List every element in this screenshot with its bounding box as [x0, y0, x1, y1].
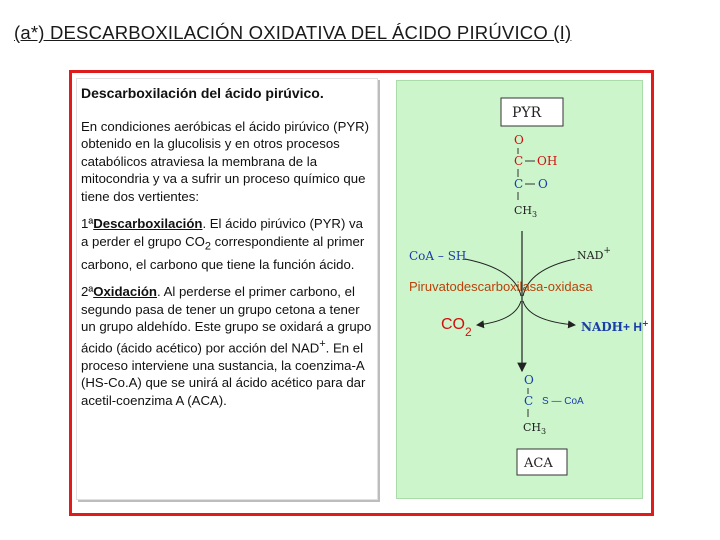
- nadh-arrow: [523, 301, 575, 325]
- pyr-o-top: O: [514, 133, 524, 147]
- aca-o-top: O: [524, 373, 534, 387]
- enzyme-label: Piruvatodescarboxilasa-oxidasa: [409, 279, 593, 294]
- aca-ch3: $CH_3$: [523, 421, 547, 436]
- step2-prefix: 2ª: [81, 284, 94, 300]
- step2-text-a: . Al perderse el primer carbono, el segundo pasa de tener un grupo cetona a tener un grupo aldehído. Este grupo se oxidará a grupo ácido (ácido acético) por acción del NAD: [81, 284, 372, 356]
- step1-subscript: 2: [204, 240, 212, 253]
- aca-scoa: S — CoA: [542, 396, 584, 407]
- pyr-o2: O: [538, 177, 548, 191]
- step1-prefix: 1ª: [81, 216, 94, 231]
- text-panel: [76, 78, 378, 500]
- pyr-ch3: $CH_3$: [514, 204, 538, 219]
- nad-label: NAD+: [577, 246, 611, 262]
- reaction-svg: [397, 81, 649, 498]
- nadh-label: NADH+ H+: [581, 318, 649, 334]
- aca-c1: C: [524, 394, 534, 408]
- reaction-diagram: [396, 80, 649, 499]
- step2-superscript: +: [319, 337, 326, 350]
- step1-text-a: . El ácido pirúvico (PYR) va a perder el grupo CO: [81, 216, 363, 249]
- step1-keyword: Descarboxilación: [93, 216, 203, 231]
- co2-arrow: [477, 301, 521, 325]
- step1-paragraph: [81, 215, 373, 273]
- step2-keyword: Oxidación: [93, 284, 157, 300]
- aca-label: ACA: [524, 456, 553, 471]
- pyr-label: PYR: [512, 105, 542, 121]
- coash-label: CoA – SH: [409, 249, 467, 263]
- panel-heading: Descarboxilación del ácido pirúvico.: [81, 85, 324, 101]
- pyr-oh: OH: [537, 154, 558, 168]
- intro-paragraph: En condiciones aeróbicas el ácido pirúvico (PYR) obtenido en la glucolisis y en otros procesos catabólicos atraviesa la membrana de la mitocondria y va a sufrir un proceso químico que tiene dos vertientes:: [81, 118, 370, 204]
- step2-paragraph: [81, 283, 373, 409]
- pyr-c2: C: [514, 177, 524, 191]
- step1-text-b: correspondiente al primer carbono, el carbono que tiene la función ácido.: [81, 233, 365, 272]
- pyr-c1: C: [514, 154, 524, 168]
- co2-label: $CO_2$: [441, 316, 472, 339]
- slide-title: (a*) DESCARBOXILACIÓN OXIDATIVA DEL ÁCIDO PIRÚVICO (I): [14, 22, 572, 43]
- step2-text-b: . En el proceso interviene una sustancia, la coenzima-A (HS-Co.A) que se unirá al ácido acético para dar acetil-coenzima A (ACA).: [81, 340, 366, 408]
